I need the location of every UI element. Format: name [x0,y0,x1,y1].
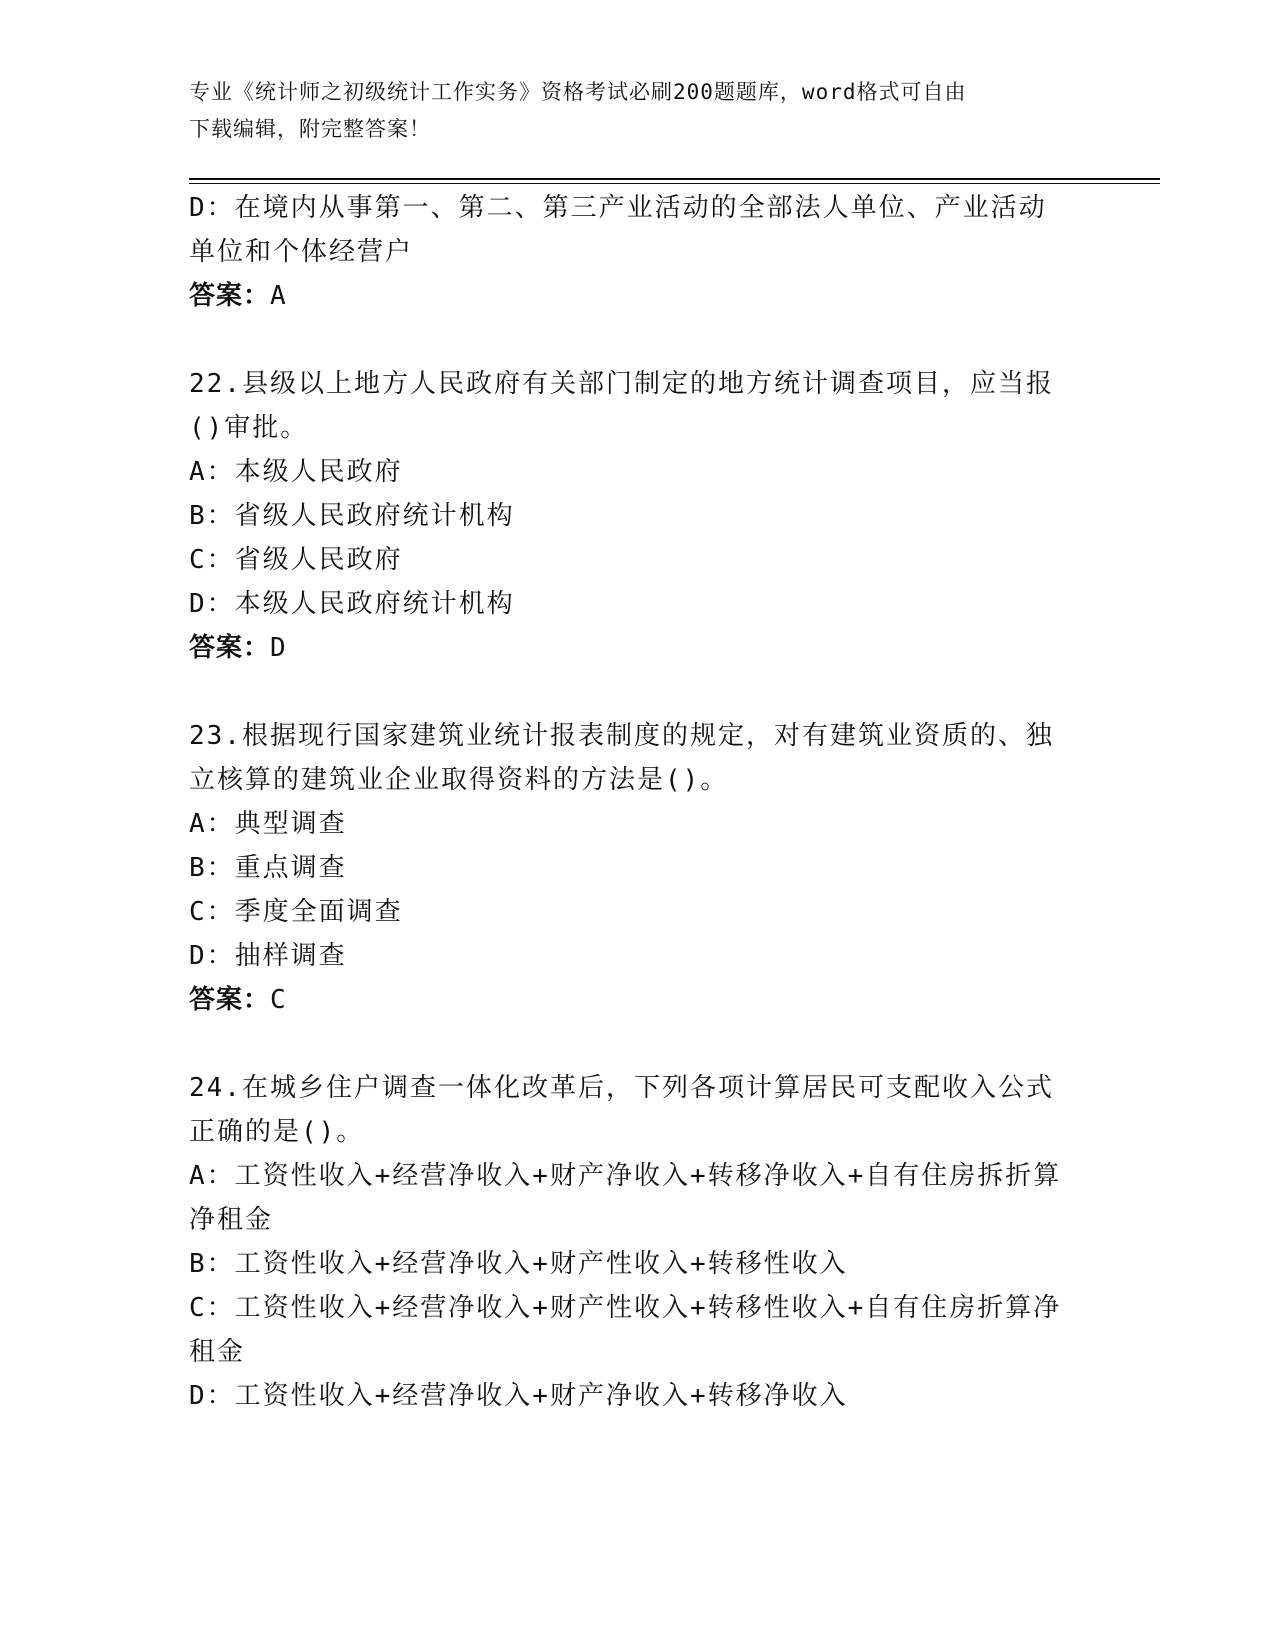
q22-option-a: A：本级人民政府 [189,457,403,487]
q24-stem-line-1: 24.在城乡住户调查一体化改革后，下列各项计算居民可支配收入公式 [189,1073,1054,1103]
q23-stem-line-1: 23.根据现行国家建筑业统计报表制度的规定，对有建筑业资质的、独 [189,721,1054,751]
q24-option-c-line-1: C：工资性收入+经营净收入+财产性收入+转移性收入+自有住房折算净 [189,1293,1062,1323]
q23-option-d: D：抽样调查 [189,941,347,971]
q22-answer [189,630,287,666]
answer-value: A [270,281,287,311]
q24-option-a-line-1: A：工资性收入+经营净收入+财产净收入+转移净收入+自有住房拆折算 [189,1161,1062,1191]
q22-option-b: B：省级人民政府统计机构 [189,501,515,531]
q24-option-c-line-2: 租金 [189,1337,246,1367]
answer-value: C [270,985,287,1015]
header-line-1: 专业《统计师之初级统计工作实务》资格考试必刷200题题库，word格式可自由 [189,80,967,104]
q23-option-c: C：季度全面调查 [189,897,403,927]
q24-stem-line-2: 正确的是()。 [189,1117,365,1147]
answer-label: 答案： [189,281,271,311]
q24-option-a-line-2: 净租金 [189,1205,274,1235]
header-line-2: 下载编辑，附完整答案！ [189,117,431,141]
q21-answer [189,278,287,314]
answer-label: 答案： [189,985,271,1015]
document-header [189,74,1089,148]
q24-option-d: D：工资性收入+经营净收入+财产净收入+转移净收入 [189,1381,848,1411]
q21-option-d-line-2: 单位和个体经营户 [189,237,414,267]
q22-option-c: C：省级人民政府 [189,545,403,575]
q22-stem-line-1: 22.县级以上地方人民政府有关部门制定的地方统计调查项目，应当报 [189,369,1054,399]
header-divider-thick [189,178,1160,180]
q21-option-d-line-1: D：在境内从事第一、第二、第三产业活动的全部法人单位、产业活动 [189,193,1047,223]
q23-answer [189,982,287,1018]
answer-label: 答案： [189,633,271,663]
answer-value: D [270,633,287,663]
q23-option-b: B：重点调查 [189,853,347,883]
q24-option-b: B：工资性收入+经营净收入+财产性收入+转移性收入 [189,1249,848,1279]
q23-stem-line-2: 立核算的建筑业企业取得资料的方法是()。 [189,765,729,795]
q22-option-d: D：本级人民政府统计机构 [189,589,515,619]
header-divider-thin [189,183,1160,184]
q22-stem-line-2: ()审批。 [189,413,309,443]
q23-option-a: A：典型调查 [189,809,347,839]
